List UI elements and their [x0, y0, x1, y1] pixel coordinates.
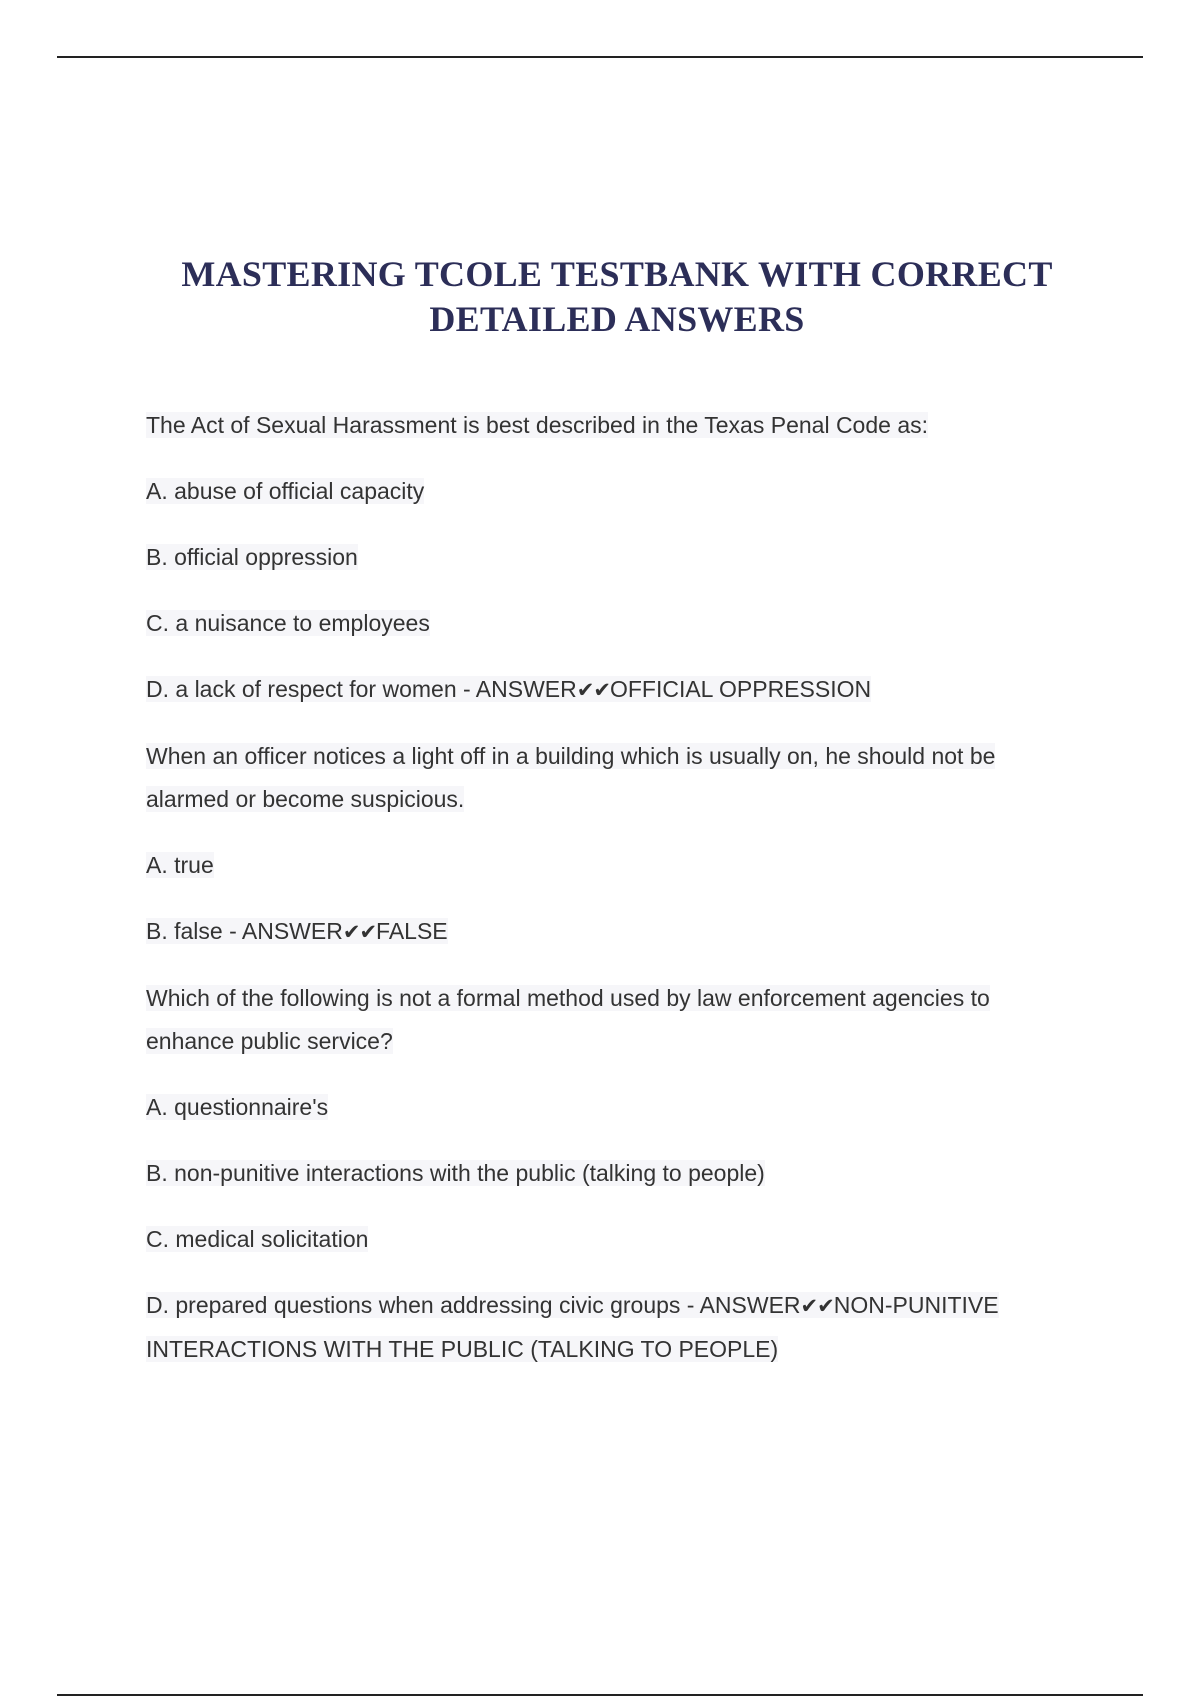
question-list	[146, 404, 1066, 1371]
answer-option: C. medical solicitation	[146, 1226, 369, 1252]
answer-option-with-answer: B. false - ANSWER✔✔FALSE	[146, 918, 448, 944]
header-rule	[57, 56, 1143, 58]
answer-label: - ANSWER	[222, 918, 343, 944]
correct-answer: OFFICIAL OPPRESSION	[609, 676, 872, 702]
answer-option: A. questionnaire's	[146, 1094, 329, 1120]
answer-option: B. official oppression	[146, 544, 358, 570]
correct-answer: NON-PUNITIVE INTERACTIONS WITH THE PUBLIC (TALKING TO PEOPLE)	[146, 1292, 999, 1362]
title-line-1: MASTERING TCOLE TESTBANK WITH CORRECT	[181, 254, 1053, 295]
question-prompt: When an officer notices a light off in a building which is usually on, he should not be alarmed or become suspicious.	[146, 743, 996, 812]
checkmark-icon: ✔✔	[800, 1294, 834, 1318]
title-line-2: DETAILED ANSWERS	[429, 299, 805, 340]
answer-option: A. abuse of official capacity	[146, 478, 425, 504]
document-title	[120, 252, 1114, 342]
answer-option-with-answer: D. prepared questions when addressing civic groups - ANSWER✔✔NON-PUNITIVE INTERACTIONS WITH THE PUBLIC (TALKING TO PEOPLE)	[146, 1292, 999, 1362]
footer-rule	[57, 1694, 1143, 1696]
answer-label: - ANSWER	[456, 676, 577, 702]
answer-option: C. a nuisance to employees	[146, 610, 430, 636]
answer-option-with-answer: D. a lack of respect for women - ANSWER✔✔OFFICIAL OPPRESSION	[146, 676, 872, 702]
question-prompt: Which of the following is not a formal method used by law enforcement agencies to enhance public service?	[146, 985, 990, 1054]
answer-label: - ANSWER	[680, 1292, 801, 1318]
checkmark-icon: ✔✔	[576, 678, 610, 702]
question-prompt: The Act of Sexual Harassment is best described in the Texas Penal Code as:	[146, 412, 928, 438]
correct-answer: FALSE	[376, 918, 448, 944]
answer-option: B. non-punitive interactions with the public (talking to people)	[146, 1160, 765, 1186]
checkmark-icon: ✔✔	[342, 920, 377, 944]
answer-option: A. true	[146, 852, 214, 878]
